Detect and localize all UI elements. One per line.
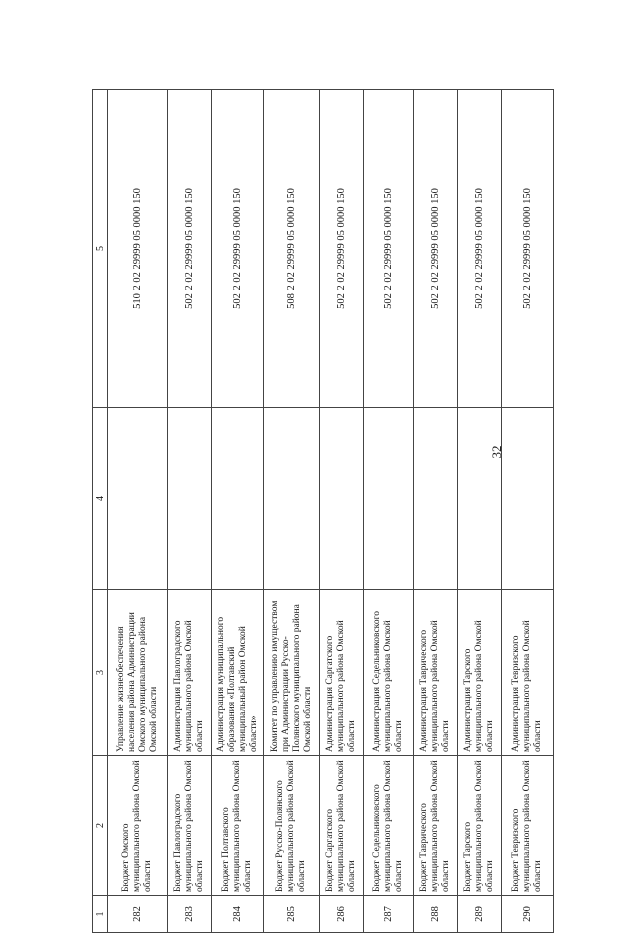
budget-code: 502 2 02 29999 05 0000 150	[320, 90, 364, 408]
row-number: 282	[108, 896, 168, 933]
column-4-cell	[320, 408, 364, 590]
budget-name: Бюджет Таврического муниципального района Омской области	[414, 756, 458, 896]
administrator-name: Администрация Павлоградского муниципального района Омской области	[168, 590, 212, 756]
administrator-name: Администрация Саргатского муниципального района Омской области	[320, 590, 364, 756]
column-4-cell	[364, 408, 414, 590]
row-number: 289	[458, 896, 502, 933]
page-number: 32	[489, 445, 504, 459]
budget-code: 508 2 02 29999 05 0000 150	[264, 90, 320, 408]
document-table	[92, 89, 554, 933]
header-cell: 5	[93, 90, 108, 408]
budget-code: 502 2 02 29999 05 0000 150	[168, 90, 212, 408]
budget-name: Бюджет Тарского муниципального района Омской области	[458, 756, 502, 896]
table-row	[108, 90, 168, 933]
table-row	[458, 90, 502, 933]
budget-name: Бюджет Омского муниципального района Омской области	[108, 756, 168, 896]
budget-code: 502 2 02 29999 05 0000 150	[502, 90, 554, 408]
document-table-wrapper	[92, 90, 543, 933]
table-row	[168, 90, 212, 933]
row-number: 285	[264, 896, 320, 933]
table-row	[414, 90, 458, 933]
budget-name: Бюджет Павлоградского муниципального района Омской области	[168, 756, 212, 896]
row-number: 290	[502, 896, 554, 933]
table-row	[320, 90, 364, 933]
column-4-cell	[264, 408, 320, 590]
administrator-name: Администрация Седельниковского муниципального района Омской области	[364, 590, 414, 756]
administrator-name: Комитет по управлению имуществом при Администрации Русско-Полянского муниципального района Омской области	[264, 590, 320, 756]
row-number: 288	[414, 896, 458, 933]
table-row	[212, 90, 264, 933]
column-4-cell	[502, 408, 554, 590]
header-row	[93, 90, 108, 933]
header-cell: 3	[93, 590, 108, 756]
row-number: 284	[212, 896, 264, 933]
row-number: 283	[168, 896, 212, 933]
administrator-name: Администрация Тевризского муниципального района Омской области	[502, 590, 554, 756]
row-number: 287	[364, 896, 414, 933]
table-row	[264, 90, 320, 933]
budget-code: 510 2 02 29999 05 0000 150	[108, 90, 168, 408]
table-row	[364, 90, 414, 933]
budget-code: 502 2 02 29999 05 0000 150	[414, 90, 458, 408]
column-4-cell	[212, 408, 264, 590]
budget-code: 502 2 02 29999 05 0000 150	[364, 90, 414, 408]
budget-code: 502 2 02 29999 05 0000 150	[212, 90, 264, 408]
header-cell: 4	[93, 408, 108, 590]
column-4-cell	[108, 408, 168, 590]
header-cell: 1	[93, 896, 108, 933]
column-4-cell	[168, 408, 212, 590]
budget-name: Бюджет Русско-Полянского муниципального района Омской области	[264, 756, 320, 896]
column-4-cell	[458, 408, 502, 590]
budget-code: 502 2 02 29999 05 0000 150	[458, 90, 502, 408]
header-cell: 2	[93, 756, 108, 896]
administrator-name: Администрация Таврического муниципального района Омской области	[414, 590, 458, 756]
budget-name: Бюджет Седельниковского муниципального района Омской области	[364, 756, 414, 896]
administrator-name: Администрация Тарского муниципального района Омской области	[458, 590, 502, 756]
table-row	[502, 90, 554, 933]
budget-name: Бюджет Полтавского муниципального района Омской области	[212, 756, 264, 896]
administrator-name: Управление жизнеобеспечения населения района Администрации Омского муниципального района Омской области	[108, 590, 168, 756]
budget-name: Бюджет Саргатского муниципального района Омской области	[320, 756, 364, 896]
administrator-name: Администрация муниципального образования «Полтавский муниципальный район Омской области»	[212, 590, 264, 756]
budget-name: Бюджет Тевризского муниципального района Омской области	[502, 756, 554, 896]
column-4-cell	[414, 408, 458, 590]
row-number: 286	[320, 896, 364, 933]
